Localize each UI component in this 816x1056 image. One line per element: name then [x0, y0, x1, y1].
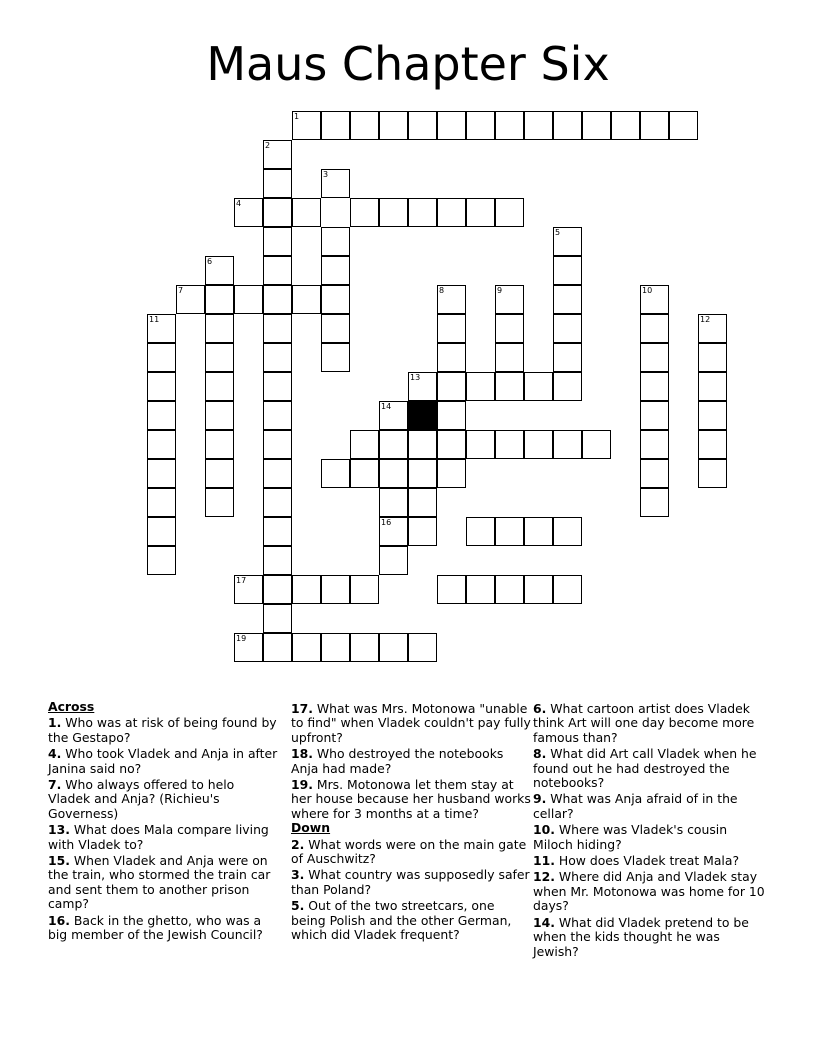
grid-cell[interactable]	[495, 285, 524, 314]
down-heading: Down	[291, 820, 331, 836]
grid-cell[interactable]	[466, 430, 495, 459]
grid-cell[interactable]	[524, 111, 553, 140]
grid-cell[interactable]	[698, 459, 727, 488]
grid-cell[interactable]	[408, 430, 437, 459]
grid-cell[interactable]	[321, 575, 350, 604]
clue-number: 14.	[533, 914, 555, 930]
clue-number: 5.	[291, 898, 305, 914]
clue-number: 17.	[291, 701, 313, 716]
clue-text: What does Mala compare living with Vladek to?	[48, 822, 269, 852]
clue	[291, 838, 531, 867]
grid-cell[interactable]	[379, 459, 408, 488]
clue-number: 17	[236, 576, 247, 585]
clue-number: 19	[236, 634, 247, 643]
clue-number: 11	[149, 315, 160, 324]
grid-cell[interactable]	[263, 517, 292, 546]
grid-cell[interactable]	[321, 169, 350, 198]
grid-cell[interactable]	[408, 517, 437, 546]
grid-cell[interactable]	[263, 169, 292, 198]
grid-cell[interactable]	[234, 198, 263, 227]
down-clue-list	[291, 838, 531, 943]
grid-cell[interactable]	[437, 372, 466, 401]
grid-cell[interactable]	[263, 546, 292, 575]
grid-cell[interactable]	[263, 604, 292, 633]
grid-cell[interactable]	[292, 633, 321, 662]
clue	[533, 854, 769, 868]
clue-number: 4	[236, 199, 242, 208]
grid-cell[interactable]	[553, 343, 582, 372]
grid-cell[interactable]	[147, 459, 176, 488]
grid-cell[interactable]	[379, 517, 408, 546]
clue-text: What words were on the main gate of Auschwitz?	[291, 836, 527, 867]
grid-cell[interactable]	[553, 314, 582, 343]
clue-text: What was Mrs. Motonowa "unable to find" when Vladek couldn't pay fully upfront?	[291, 701, 531, 745]
clue-text: How does Vladek treat Mala?	[554, 853, 740, 869]
clue	[48, 747, 280, 776]
grid-cell[interactable]	[147, 401, 176, 430]
grid-cell[interactable]	[408, 488, 437, 517]
grid-cell[interactable]	[640, 343, 669, 372]
clue-number: 5	[555, 228, 561, 237]
grid-cell[interactable]	[321, 343, 350, 372]
grid-cell[interactable]	[147, 517, 176, 546]
grid-cell[interactable]	[205, 285, 234, 314]
clue	[533, 792, 769, 821]
grid-cell[interactable]	[263, 285, 292, 314]
grid-cell[interactable]	[437, 111, 466, 140]
grid-cell[interactable]	[495, 517, 524, 546]
across-heading: Across	[48, 699, 95, 714]
clue-text: What did Art call Vladek when he found out he had destroyed the notebooks?	[533, 746, 757, 791]
grid-cell[interactable]	[147, 430, 176, 459]
grid-cell[interactable]	[495, 343, 524, 372]
grid-cell[interactable]	[437, 430, 466, 459]
grid-cell[interactable]	[495, 314, 524, 343]
clue-number: 16.	[48, 912, 70, 928]
grid-cell[interactable]	[263, 372, 292, 401]
grid-cell[interactable]	[205, 256, 234, 285]
clue-number: 12.	[533, 869, 555, 885]
grid-cell[interactable]	[495, 575, 524, 604]
clue-number: 7	[178, 286, 184, 295]
clue-text: Mrs. Motonowa let them stay at her house because her husband works where for 3 months at a time?	[291, 777, 531, 821]
black-cell	[408, 401, 437, 430]
grid-cell[interactable]	[698, 343, 727, 372]
clue-number: 14	[381, 402, 392, 411]
grid-cell[interactable]	[205, 401, 234, 430]
grid-cell[interactable]	[147, 546, 176, 575]
grid-cell[interactable]	[437, 198, 466, 227]
clue-number: 18.	[291, 746, 313, 762]
grid-cell[interactable]	[292, 575, 321, 604]
grid-cell[interactable]	[408, 372, 437, 401]
clue-text: Out of the two streetcars, one being Polish and the other German, which did Vladek frequent?	[291, 898, 512, 943]
clue-text: Where did Anja and Vladek stay when Mr. Motonowa was home for 10 days?	[533, 869, 765, 914]
clue-text: Who was at risk of being found by the Gestapo?	[48, 715, 277, 745]
clue-number: 13	[410, 373, 421, 382]
grid-cell[interactable]	[437, 459, 466, 488]
grid-cell[interactable]	[437, 314, 466, 343]
grid-cell[interactable]	[466, 517, 495, 546]
grid-cell[interactable]	[205, 459, 234, 488]
grid-cell[interactable]	[263, 140, 292, 169]
grid-cell[interactable]	[379, 633, 408, 662]
clue-number: 3	[323, 170, 329, 179]
clue-number: 10	[642, 286, 653, 295]
clue-text: Who destroyed the notebooks Anja had made?	[291, 746, 504, 776]
grid-cell[interactable]	[292, 285, 321, 314]
grid-cell[interactable]	[408, 111, 437, 140]
clue-number: 10.	[533, 822, 555, 838]
grid-cell[interactable]	[611, 111, 640, 140]
clue-number: 9.	[533, 791, 547, 807]
clue-text: Who always offered to helo Vladek and Anja? (Richieu's Governess)	[48, 777, 235, 821]
clue-number: 6	[207, 257, 213, 266]
clue-text: Who took Vladek and Anja in after Janina said no?	[48, 746, 278, 776]
clue-number: 2	[265, 141, 271, 150]
puzzle-title: Maus Chapter Six	[206, 37, 610, 91]
grid-cell[interactable]	[234, 575, 263, 604]
grid-cell[interactable]	[495, 430, 524, 459]
grid-cell[interactable]	[495, 372, 524, 401]
grid-cell[interactable]	[263, 343, 292, 372]
clue-number: 9	[497, 286, 503, 295]
grid-cell[interactable]	[582, 111, 611, 140]
grid-cell[interactable]	[263, 227, 292, 256]
grid-cell[interactable]	[350, 198, 379, 227]
clue	[291, 868, 531, 897]
grid-cell[interactable]	[408, 198, 437, 227]
grid-cell[interactable]	[350, 633, 379, 662]
grid-cell[interactable]	[437, 285, 466, 314]
clue-text: What country was supposedly safer than Poland?	[291, 867, 530, 897]
grid-cell[interactable]	[176, 285, 205, 314]
clue	[533, 747, 769, 790]
grid-cell[interactable]	[234, 633, 263, 662]
grid-cell[interactable]	[321, 111, 350, 140]
clue-number: 8.	[533, 746, 547, 762]
clue-number: 19.	[291, 777, 313, 793]
clue-number: 3.	[291, 867, 305, 883]
grid-cell[interactable]	[234, 285, 263, 314]
clue-text: What was Anja afraid of in the cellar?	[533, 791, 738, 821]
grid-cell[interactable]	[524, 575, 553, 604]
clue-number: 2.	[291, 836, 305, 852]
grid-cell[interactable]	[466, 198, 495, 227]
clue-number: 1	[294, 112, 300, 121]
clue	[291, 899, 531, 942]
clue	[533, 702, 769, 745]
grid-cell[interactable]	[205, 372, 234, 401]
grid-cell[interactable]	[379, 401, 408, 430]
clues-column-2	[291, 700, 531, 943]
grid-cell[interactable]	[437, 401, 466, 430]
grid-cell[interactable]	[321, 227, 350, 256]
grid-cell[interactable]	[147, 314, 176, 343]
grid-cell[interactable]	[698, 401, 727, 430]
clue-number: 6.	[533, 701, 547, 716]
grid-cell[interactable]	[640, 372, 669, 401]
grid-cell[interactable]	[379, 546, 408, 575]
grid-cell[interactable]	[321, 314, 350, 343]
grid-cell[interactable]	[263, 430, 292, 459]
grid-cell[interactable]	[553, 372, 582, 401]
clue	[533, 823, 769, 852]
clue-number: 13.	[48, 822, 70, 838]
grid-cell[interactable]	[205, 430, 234, 459]
grid-cell[interactable]	[553, 575, 582, 604]
grid-cell[interactable]	[379, 111, 408, 140]
grid-cell[interactable]	[350, 459, 379, 488]
grid-cell[interactable]	[350, 430, 379, 459]
grid-cell[interactable]	[379, 488, 408, 517]
grid-cell[interactable]	[379, 430, 408, 459]
grid-cell[interactable]	[640, 314, 669, 343]
grid-cell[interactable]	[263, 575, 292, 604]
grid-cell[interactable]	[263, 633, 292, 662]
grid-cell[interactable]	[205, 488, 234, 517]
grid-cell[interactable]	[495, 198, 524, 227]
clue-number: 4.	[48, 746, 62, 762]
grid-cell[interactable]	[640, 111, 669, 140]
grid-cell[interactable]	[292, 111, 321, 140]
grid-cell[interactable]	[321, 285, 350, 314]
grid-cell[interactable]	[408, 459, 437, 488]
across-clue-list	[48, 716, 280, 942]
grid-cell[interactable]	[466, 575, 495, 604]
clue	[533, 916, 769, 959]
grid-cell[interactable]	[321, 459, 350, 488]
grid-cell[interactable]	[350, 575, 379, 604]
grid-cell[interactable]	[321, 633, 350, 662]
clue-text: What cartoon artist does Vladek think Art will one day become more famous than?	[533, 701, 755, 745]
clue	[48, 854, 280, 912]
clue-text: What did Vladek pretend to be when the kids thought he was Jewish?	[533, 914, 749, 959]
grid-cell[interactable]	[321, 256, 350, 285]
grid-cell[interactable]	[524, 517, 553, 546]
clue	[291, 747, 531, 776]
grid-cell[interactable]	[698, 314, 727, 343]
clue	[48, 823, 280, 852]
clue	[48, 914, 280, 943]
clue-number: 11.	[533, 853, 555, 869]
grid-cell[interactable]	[263, 256, 292, 285]
grid-cell[interactable]	[147, 343, 176, 372]
grid-cell[interactable]	[263, 198, 292, 227]
clue	[48, 716, 280, 745]
grid-cell[interactable]	[466, 111, 495, 140]
clue-number: 12	[700, 315, 711, 324]
grid-cell[interactable]	[640, 430, 669, 459]
clues-column-1	[48, 700, 280, 943]
grid-cell[interactable]	[147, 488, 176, 517]
grid-cell[interactable]	[379, 198, 408, 227]
grid-cell[interactable]	[553, 517, 582, 546]
grid-cell[interactable]	[292, 198, 321, 227]
clue	[48, 778, 280, 821]
grid-cell[interactable]	[553, 256, 582, 285]
clues-column-3	[533, 700, 769, 959]
grid-cell[interactable]	[263, 314, 292, 343]
grid-cell[interactable]	[524, 372, 553, 401]
down-clue-list-continued	[533, 702, 769, 959]
grid-cell[interactable]	[408, 633, 437, 662]
grid-cell[interactable]	[147, 372, 176, 401]
grid-cell[interactable]	[553, 227, 582, 256]
grid-cell[interactable]	[640, 285, 669, 314]
clue-number: 16	[381, 518, 392, 527]
grid-cell[interactable]	[640, 401, 669, 430]
grid-cell[interactable]	[669, 111, 698, 140]
grid-cell[interactable]	[205, 343, 234, 372]
grid-cell[interactable]	[524, 430, 553, 459]
grid-cell[interactable]	[350, 111, 379, 140]
clue-text: When Vladek and Anja were on the train, who stormed the train car and sent them to another prison camp?	[48, 853, 271, 912]
grid-cell[interactable]	[437, 575, 466, 604]
grid-cell[interactable]	[698, 430, 727, 459]
clue-number: 7.	[48, 777, 62, 793]
clue-text: Back in the ghetto, who was a big member of the Jewish Council?	[48, 912, 263, 943]
grid-cell[interactable]	[205, 314, 234, 343]
clue-number: 15.	[48, 853, 70, 869]
grid-cell[interactable]	[640, 459, 669, 488]
grid-cell[interactable]	[582, 430, 611, 459]
grid-cell[interactable]	[437, 343, 466, 372]
grid-cell[interactable]	[466, 372, 495, 401]
grid-cell[interactable]	[640, 488, 669, 517]
clue-number: 8	[439, 286, 445, 295]
clue	[533, 870, 769, 913]
clue	[291, 778, 531, 821]
grid-cell[interactable]	[553, 111, 582, 140]
grid-cell[interactable]	[553, 430, 582, 459]
grid-cell[interactable]	[495, 111, 524, 140]
clue-text: Where was Vladek's cousin Miloch hiding?	[533, 822, 728, 852]
across-clue-list-continued	[291, 702, 531, 821]
grid-cell[interactable]	[263, 459, 292, 488]
clue-number: 1.	[48, 715, 62, 731]
grid-cell[interactable]	[553, 285, 582, 314]
grid-cell[interactable]	[263, 401, 292, 430]
grid-cell[interactable]	[698, 372, 727, 401]
clue	[291, 702, 531, 745]
grid-cell[interactable]	[263, 488, 292, 517]
